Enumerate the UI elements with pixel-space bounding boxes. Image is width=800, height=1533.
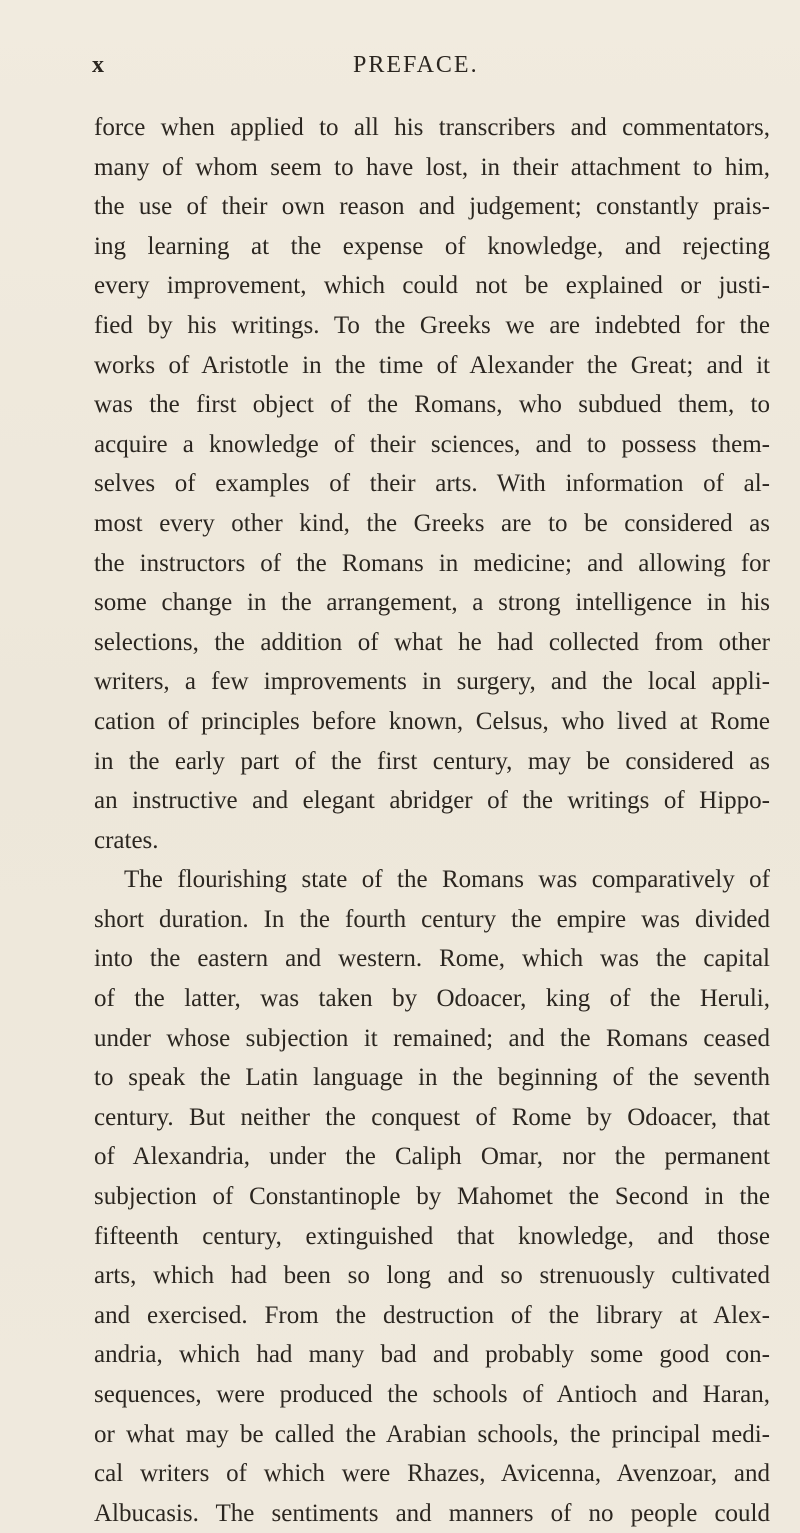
text-line: or what may be called the Arabian schools, the principal medi- <box>94 1420 770 1448</box>
text-line: an instructive and elegant abridger of the writings of Hippo- <box>94 787 770 815</box>
text-line: fifteenth century, extinguished that knowledge, and those <box>94 1222 770 1250</box>
text-line: subjection of Constantinople by Mahomet the Second in the <box>94 1183 770 1211</box>
paragraph-start-line: The flourishing state of the Romans was comparatively of <box>124 866 770 894</box>
text-line: arts, which had been so long and so strenuously cultivated <box>94 1262 770 1290</box>
text-line: cation of principles before known, Celsus, who lived at Rome <box>94 707 770 735</box>
text-line: short duration. In the fourth century the empire was divided <box>94 905 770 933</box>
paragraph-end-line: crates. <box>94 826 159 854</box>
text-line: in the early part of the first century, may be considered as <box>94 747 770 775</box>
text-line: the use of their own reason and judgement; constantly prais- <box>94 193 770 221</box>
text-line: of Alexandria, under the Caliph Omar, nor the permanent <box>94 1143 770 1171</box>
text-line: was the first object of the Romans, who subdued them, to <box>94 391 770 419</box>
text-line: century. But neither the conquest of Rome by Odoacer, that <box>94 1103 770 1131</box>
text-line: some change in the arrangement, a strong intelligence in his <box>94 589 770 617</box>
text-line: into the eastern and western. Rome, which was the capital <box>94 945 770 973</box>
text-line: the instructors of the Romans in medicine; and allowing for <box>94 549 770 577</box>
text-line: cal writers of which were Rhazes, Avicenna, Avenzoar, and <box>94 1460 770 1488</box>
body-text <box>94 108 770 1533</box>
text-line: of the latter, was taken by Odoacer, king of the Heruli, <box>94 985 770 1013</box>
text-line: ing learning at the expense of knowledge, and rejecting <box>94 232 770 260</box>
text-line: many of whom seem to have lost, in their attachment to him, <box>94 153 770 181</box>
text-line: to speak the Latin language in the beginning of the seventh <box>94 1064 770 1092</box>
text-line: fied by his writings. To the Greeks we are indebted for the <box>94 311 770 339</box>
text-line: under whose subjection it remained; and the Romans ceased <box>94 1024 770 1052</box>
text-line: every improvement, which could not be explained or justi- <box>94 272 770 300</box>
page-header <box>0 52 800 82</box>
text-line: most every other kind, the Greeks are to be considered as <box>94 509 770 537</box>
text-line: force when applied to all his transcribers and commentators, <box>94 114 770 141</box>
text-line: and exercised. From the destruction of the library at Alex- <box>94 1301 770 1329</box>
text-line: andria, which had many bad and probably some good con- <box>94 1341 770 1369</box>
running-head: PREFACE. <box>353 52 479 78</box>
text-line: sequences, were produced the schools of Antioch and Haran, <box>94 1381 770 1408</box>
text-line: writers, a few improvements in surgery, and the local appli- <box>94 668 770 696</box>
text-line: works of Aristotle in the time of Alexander the Great; and it <box>94 351 770 379</box>
page-number: x <box>92 52 104 78</box>
text-line: Albucasis. The sentiments and manners of no people could <box>94 1499 770 1527</box>
text-line: acquire a knowledge of their sciences, and to possess them- <box>94 430 770 458</box>
text-line: selections, the addition of what he had collected from other <box>94 628 770 656</box>
text-line: selves of examples of their arts. With information of al- <box>94 470 770 498</box>
